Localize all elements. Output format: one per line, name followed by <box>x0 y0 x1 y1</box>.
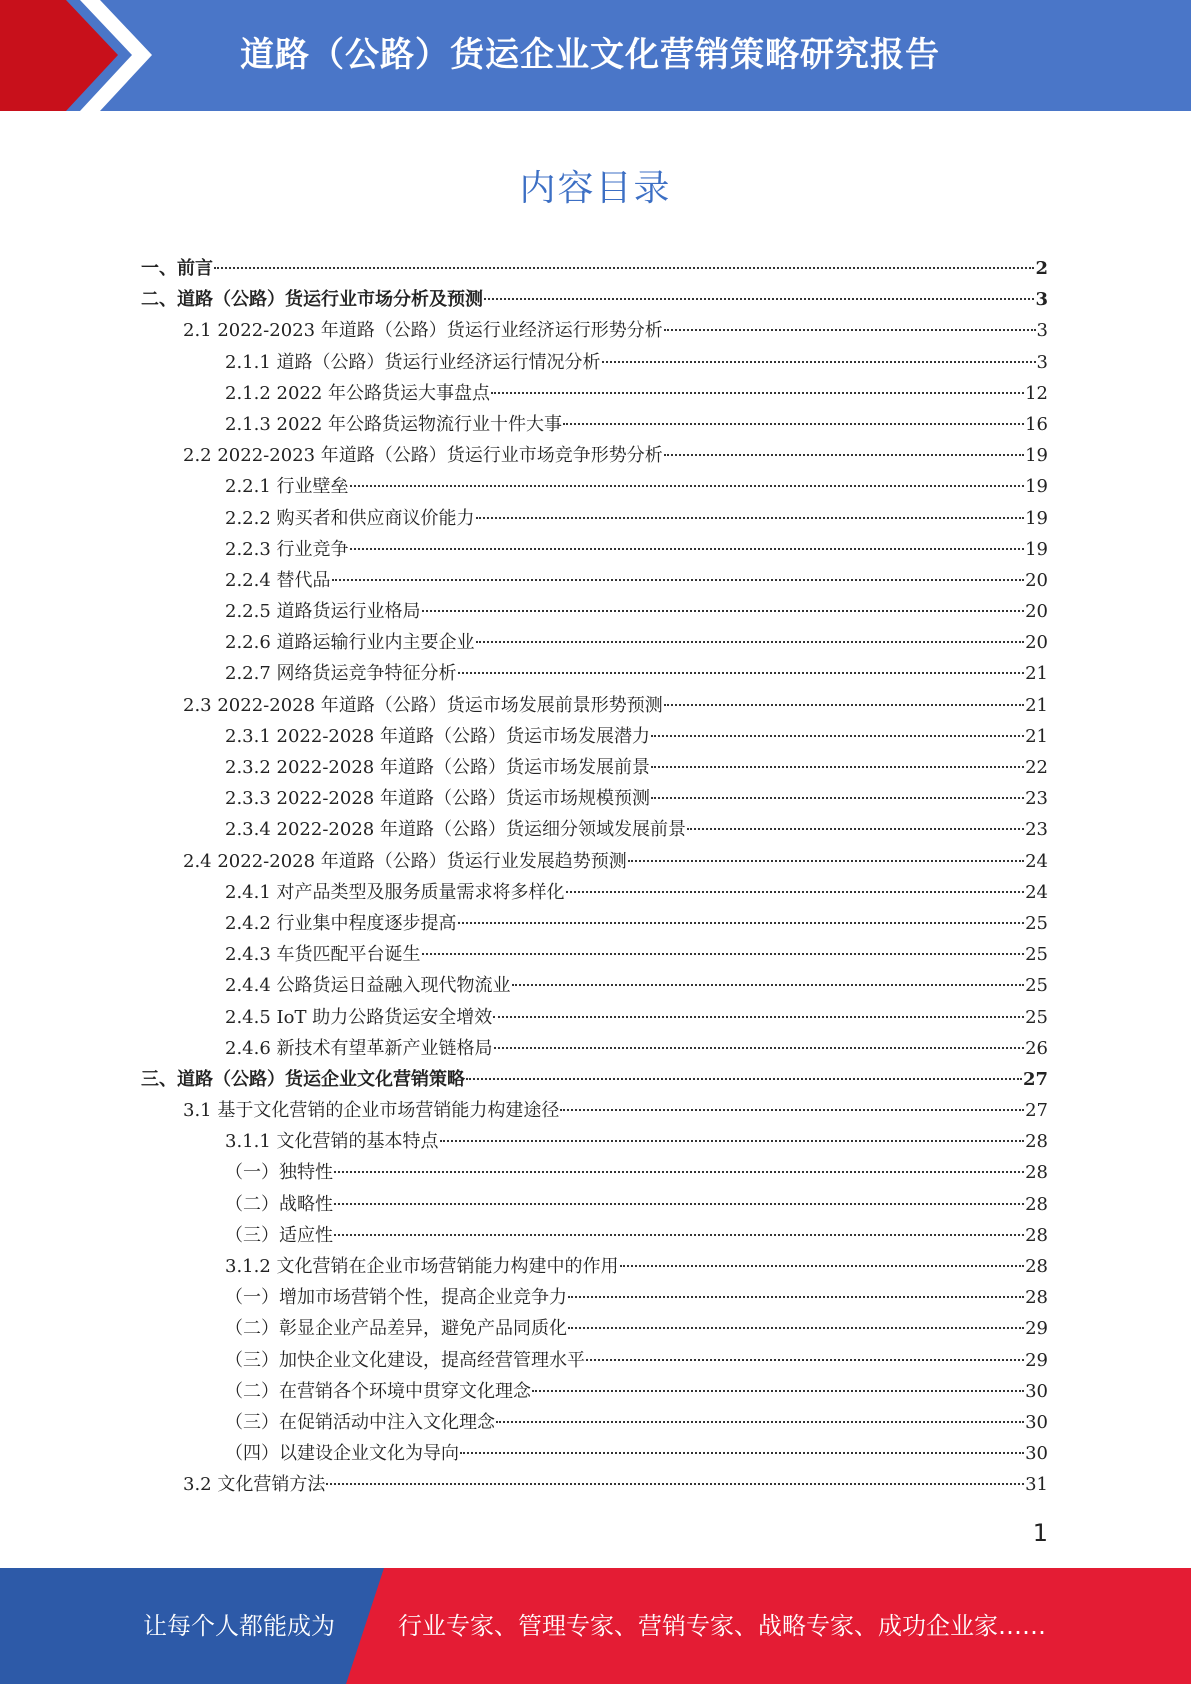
toc-entry[interactable] <box>141 565 1048 596</box>
toc-entry-title: 3.1.1 文化营销的基本特点 <box>225 1131 439 1153</box>
toc-dot-leader <box>422 953 1025 955</box>
toc-dot-leader <box>494 1047 1025 1049</box>
toc-entry-page: 20 <box>1025 632 1048 654</box>
toc-dot-leader <box>214 267 1034 269</box>
toc-dot-leader <box>350 485 1025 487</box>
toc-entry-title: （三）加快企业文化建设，提高经营管理水平 <box>225 1349 585 1371</box>
footer-slogan-left: 让每个人都能成为 <box>143 1612 335 1640</box>
toc-entry-page: 28 <box>1025 1193 1048 1215</box>
toc-entry-page: 29 <box>1025 1318 1048 1340</box>
toc-entry-page: 28 <box>1025 1256 1048 1277</box>
toc-entry-title: 三、道路（公路）货运企业文化营销策略 <box>141 1068 465 1090</box>
toc-dot-leader <box>512 984 1025 986</box>
toc-entry[interactable] <box>141 752 1048 783</box>
toc-entry[interactable] <box>141 721 1048 752</box>
toc-entry-page: 28 <box>1025 1287 1048 1309</box>
toc-entry[interactable] <box>141 378 1048 409</box>
toc-entry[interactable] <box>141 877 1048 908</box>
toc-dot-leader <box>566 891 1025 893</box>
toc-entry-title: 3.1.2 文化营销在企业市场营销能力构建中的作用 <box>225 1256 619 1277</box>
toc-dot-leader <box>458 672 1025 674</box>
toc-dot-leader <box>334 1171 1024 1173</box>
toc-entry-page: 3 <box>1035 289 1048 311</box>
toc-entry-title: （二）彰显企业产品差异，避免产品同质化 <box>225 1318 567 1340</box>
toc-entry-title: 2.2.3 行业竞争 <box>225 538 349 560</box>
toc-dot-leader <box>568 1327 1024 1329</box>
toc-dot-leader <box>476 517 1025 519</box>
toc-dot-leader <box>496 1421 1024 1423</box>
toc-entry-title: 2.3.4 2022-2028 年道路（公路）货运细分领域发展前景 <box>225 819 686 841</box>
toc-entry-page: 25 <box>1025 944 1048 966</box>
toc-entry[interactable] <box>141 908 1048 939</box>
toc-entry[interactable] <box>141 783 1048 814</box>
toc-dot-leader <box>332 579 1025 581</box>
toc-entry-page: 28 <box>1025 1224 1048 1246</box>
toc-dot-leader <box>602 361 1036 363</box>
toc-entry-title: （四）以建设企业文化为导向 <box>225 1443 459 1465</box>
toc-entry-page: 25 <box>1025 1006 1048 1028</box>
toc-entry-page: 30 <box>1025 1411 1048 1433</box>
toc-entry[interactable] <box>141 1282 1048 1313</box>
toc-entry-page: 25 <box>1025 975 1048 997</box>
toc-entry[interactable] <box>141 1376 1048 1407</box>
toc-entry[interactable] <box>141 284 1048 315</box>
toc-entry-title: 2.2.7 网络货运竞争特征分析 <box>225 663 457 685</box>
toc-entry[interactable] <box>141 1345 1048 1376</box>
toc-entry-title: 2.4.4 公路货运日益融入现代物流业 <box>225 975 511 997</box>
toc-entry-page: 12 <box>1025 382 1048 404</box>
toc-dot-leader <box>326 1483 1024 1485</box>
toc-entry-page: 23 <box>1025 819 1048 841</box>
toc-entry-title: 2.4 2022-2028 年道路（公路）货运行业发展趋势预测 <box>183 850 627 872</box>
toc-entry-page: 22 <box>1025 757 1048 778</box>
toc-entry-title: 2.2.4 替代品 <box>225 569 331 591</box>
toc-entry[interactable] <box>141 1220 1048 1251</box>
toc-entry[interactable] <box>141 1313 1048 1344</box>
toc-entry-page: 23 <box>1025 788 1048 810</box>
toc-entry-page: 19 <box>1025 538 1048 560</box>
toc-heading: 内容目录 <box>519 168 672 209</box>
toc-dot-leader <box>460 1452 1024 1454</box>
toc-dot-leader <box>651 797 1024 799</box>
toc-entry-page: 28 <box>1025 1131 1048 1153</box>
toc-dot-leader <box>334 1234 1024 1236</box>
toc-entry-title: 3.2 文化营销方法 <box>183 1474 326 1496</box>
toc-dot-leader <box>350 548 1025 550</box>
toc-entry[interactable] <box>141 1126 1048 1157</box>
toc-dot-leader <box>484 298 1034 300</box>
toc-entry[interactable] <box>141 596 1048 627</box>
toc-entry-page: 24 <box>1025 850 1048 872</box>
toc-entry-page: 3 <box>1036 351 1048 373</box>
toc-dot-leader <box>458 922 1025 924</box>
toc-dot-leader <box>664 454 1024 456</box>
toc-entry-title: 2.1.2 2022 年公路货运大事盘点 <box>225 382 491 404</box>
toc-entry-page: 30 <box>1025 1443 1048 1465</box>
toc-entry-page: 19 <box>1025 507 1048 529</box>
toc-entry[interactable] <box>141 315 1048 346</box>
toc-entry-title: 2.4.6 新技术有望革新产业链格局 <box>225 1037 493 1059</box>
toc-dot-leader <box>560 1109 1024 1111</box>
toc-entry-title: 一、前言 <box>141 258 213 279</box>
toc-dot-leader <box>687 828 1024 830</box>
toc-entry[interactable] <box>141 347 1048 378</box>
toc-entry[interactable] <box>141 627 1048 658</box>
toc-entry-title: 2.4.3 车货匹配平台诞生 <box>225 944 421 966</box>
toc-entry-title: 2.4.2 行业集中程度逐步提高 <box>225 912 457 934</box>
report-title: 道路（公路）货运企业文化营销策略研究报告 <box>240 35 940 75</box>
toc-dot-leader <box>664 704 1024 706</box>
toc-dot-leader <box>620 1265 1025 1267</box>
toc-dot-leader <box>664 329 1036 331</box>
header-banner <box>0 0 1191 111</box>
toc-entry[interactable] <box>141 1002 1048 1033</box>
toc-entry-title: 2.1 2022-2023 年道路（公路）货运行业经济运行形势分析 <box>183 320 663 342</box>
toc-entry-title: 2.3.3 2022-2028 年道路（公路）货运市场规模预测 <box>225 788 650 810</box>
toc-dot-leader <box>466 1078 1022 1080</box>
toc-entry[interactable] <box>141 1189 1048 1220</box>
toc-entry-title: 2.1.1 道路（公路）货运行业经济运行情况分析 <box>225 351 601 373</box>
toc-entry-title: 2.3.1 2022-2028 年道路（公路）货运市场发展潜力 <box>225 725 650 747</box>
toc-dot-leader <box>334 1203 1024 1205</box>
toc-entry-page: 19 <box>1025 476 1048 498</box>
toc-dot-leader <box>651 735 1024 737</box>
toc-entry-page: 26 <box>1025 1037 1048 1059</box>
toc-entry[interactable] <box>141 1157 1048 1188</box>
toc-entry-title: （三）适应性 <box>225 1224 333 1246</box>
toc-entry-title: （一）增加市场营销个性，提高企业竞争力 <box>225 1287 567 1309</box>
toc-dot-leader <box>532 1390 1024 1392</box>
toc-entry[interactable] <box>141 1469 1048 1500</box>
toc-dot-leader <box>628 860 1024 862</box>
toc-entry-page: 20 <box>1025 601 1048 623</box>
toc-entry-title: 2.2.6 道路运输行业内主要企业 <box>225 632 475 654</box>
toc-dot-leader <box>568 1296 1024 1298</box>
toc-entry-page: 27 <box>1025 1100 1048 1122</box>
footer-slogan-right: 行业专家、管理专家、营销专家、战略专家、成功企业家…… <box>398 1612 1046 1640</box>
toc-entry-page: 27 <box>1022 1068 1048 1090</box>
toc-dot-leader <box>493 1016 1024 1018</box>
toc-entry[interactable] <box>141 409 1048 440</box>
footer-banner <box>0 1568 1191 1684</box>
toc-entry[interactable] <box>141 814 1048 845</box>
toc-entry-title: 2.1.3 2022 年公路货运物流行业十件大事 <box>225 413 563 435</box>
toc-entry-title: 2.2.5 道路货运行业格局 <box>225 601 421 623</box>
page-number: 1 <box>1032 1519 1048 1547</box>
toc-entry[interactable] <box>141 1251 1048 1282</box>
toc-entry-page: 3 <box>1036 320 1048 342</box>
toc-entry-title: （二）战略性 <box>225 1193 333 1215</box>
toc-entry[interactable] <box>141 658 1048 689</box>
toc-entry-title: （二）在营销各个环境中贯穿文化理念 <box>225 1380 531 1402</box>
toc-entry[interactable] <box>141 253 1048 284</box>
toc-entry-title: 2.2.1 行业壁垒 <box>225 476 349 498</box>
toc-entry-title: 2.2.2 购买者和供应商议价能力 <box>225 507 475 529</box>
toc-entry[interactable] <box>141 939 1048 970</box>
table-of-contents <box>141 253 1048 1501</box>
toc-entry-page: 25 <box>1025 912 1048 934</box>
toc-dot-leader <box>491 392 1024 394</box>
toc-entry-title: 3.1 基于文化营销的企业市场营销能力构建途径 <box>183 1100 560 1122</box>
toc-entry-title: （一）独特性 <box>225 1162 333 1184</box>
toc-entry-title: 2.3 2022-2028 年道路（公路）货运市场发展前景形势预测 <box>183 694 663 716</box>
toc-entry[interactable] <box>141 440 1048 471</box>
toc-entry-page: 21 <box>1025 694 1048 716</box>
toc-entry[interactable] <box>141 1033 1048 1064</box>
toc-entry[interactable] <box>141 503 1048 534</box>
toc-entry-page: 21 <box>1025 725 1048 747</box>
toc-entry[interactable] <box>141 846 1048 877</box>
toc-entry-title: 2.4.1 对产品类型及服务质量需求将多样化 <box>225 881 565 903</box>
toc-entry-title: 二、道路（公路）货运行业市场分析及预测 <box>141 289 483 311</box>
toc-dot-leader <box>440 1140 1025 1142</box>
toc-entry-page: 20 <box>1025 569 1048 591</box>
toc-entry-page: 30 <box>1025 1380 1048 1402</box>
toc-entry-title: 2.2 2022-2023 年道路（公路）货运行业市场竞争形势分析 <box>183 445 663 467</box>
toc-entry-page: 16 <box>1025 413 1048 435</box>
toc-dot-leader <box>586 1359 1024 1361</box>
toc-entry[interactable] <box>141 1095 1048 1126</box>
toc-entry-page: 31 <box>1025 1474 1048 1496</box>
toc-dot-leader <box>563 423 1024 425</box>
toc-entry-page: 2 <box>1035 258 1048 279</box>
toc-dot-leader <box>476 641 1025 643</box>
toc-entry[interactable] <box>141 1438 1048 1469</box>
toc-dot-leader <box>422 610 1025 612</box>
toc-entry-page: 28 <box>1025 1162 1048 1184</box>
toc-entry[interactable] <box>141 690 1048 721</box>
toc-entry-page: 19 <box>1025 445 1048 467</box>
toc-entry-page: 24 <box>1025 881 1048 903</box>
toc-entry-title: （三）在促销活动中注入文化理念 <box>225 1411 495 1433</box>
toc-entry[interactable] <box>141 534 1048 565</box>
toc-entry-title: 2.4.5 IoT 助力公路货运安全增效 <box>225 1006 493 1028</box>
toc-dot-leader <box>651 766 1024 768</box>
toc-entry[interactable] <box>141 1407 1048 1438</box>
toc-entry-page: 29 <box>1025 1349 1048 1371</box>
toc-entry[interactable] <box>141 1064 1048 1095</box>
toc-entry[interactable] <box>141 970 1048 1001</box>
toc-entry-title: 2.3.2 2022-2028 年道路（公路）货运市场发展前景 <box>225 757 650 778</box>
toc-entry[interactable] <box>141 471 1048 502</box>
toc-entry-page: 21 <box>1025 663 1048 685</box>
